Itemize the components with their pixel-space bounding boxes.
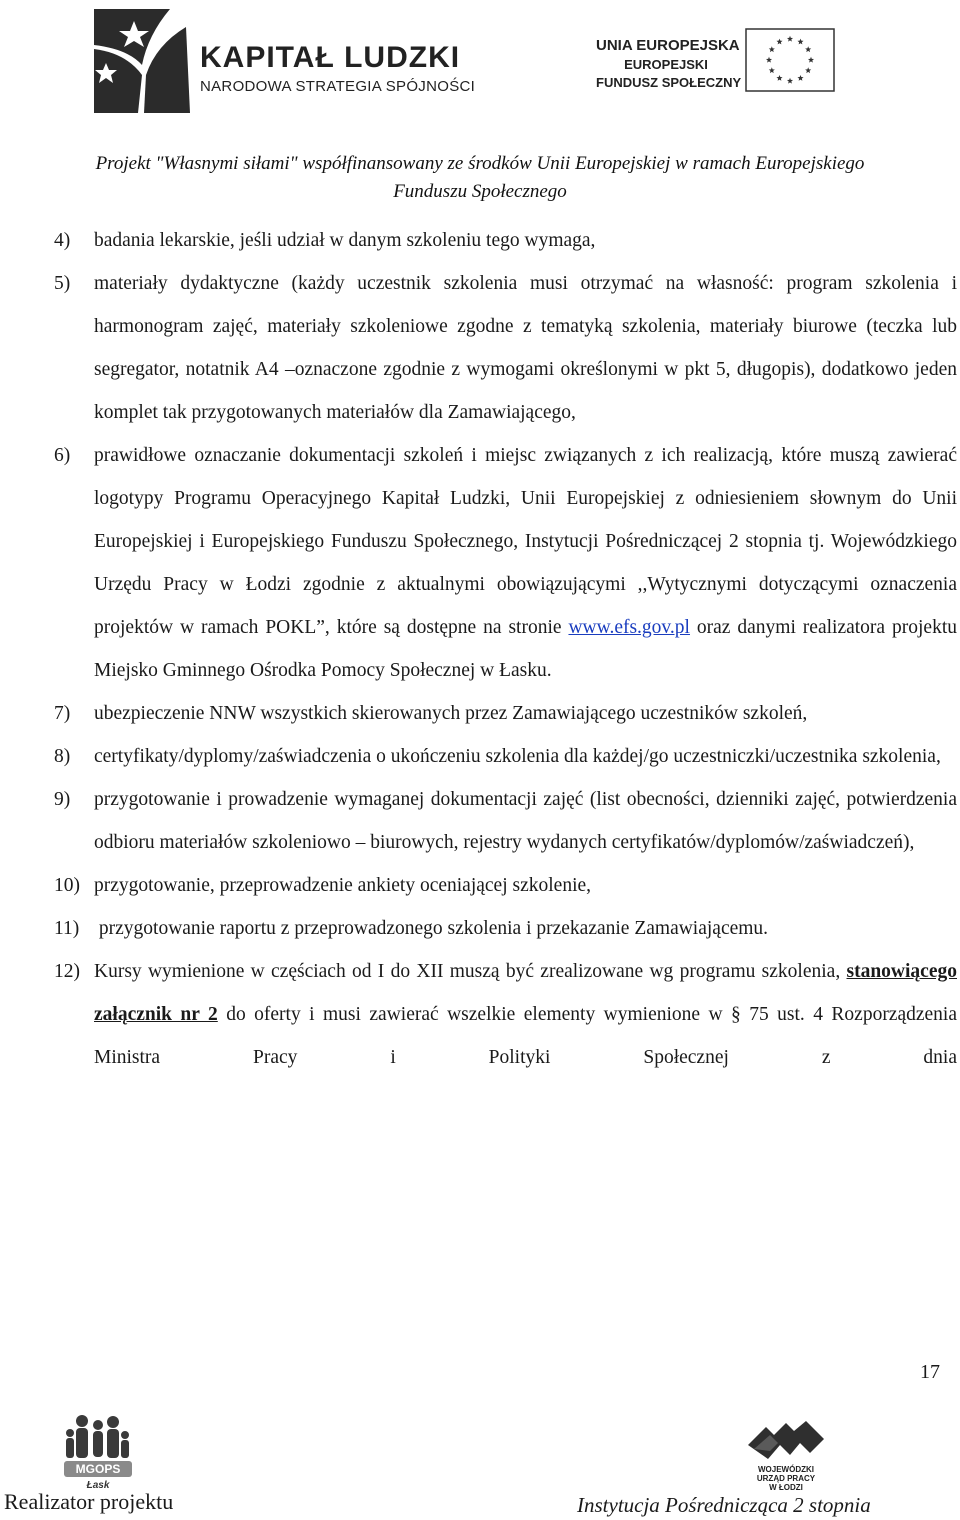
wup-line3: W ŁODZI bbox=[769, 1483, 803, 1492]
page-header bbox=[0, 0, 960, 210]
item-number: 4) bbox=[54, 230, 71, 251]
list-item bbox=[54, 262, 957, 434]
item-text-continued: do oferty i musi zawierać wszelkie elementy wymienione w § 75 ust. 4 Rozporządzenia Ministra Pracy i Polityki Społecznej z dnia bbox=[94, 1004, 958, 1068]
item-text: prawidłowe oznaczanie dokumentacji szkoleń i miejsc związanych z ich realizacją, które muszą zawierać logotypy Programu Operacyjnego Kapitał Ludzki, Unii Europejskiej z odniesieniem słownym do Unii Europejskiej i Europejskiego Funduszu Społecznego, Instytucji Pośredniczącej 2 stopnia tj. Wojewódzkiego Urzędu Pracy w Łodzi zgodnie z aktualnymi obowiązującymi ,,Wytycznymi dotyczącymi oznaczenia projektów w ramach POKL”, które są dostępne na stronie bbox=[94, 445, 957, 638]
item-text: badania lekarskie, jeśli udział w danym szkoleniu tego wymaga, bbox=[94, 230, 596, 251]
item-text: przygotowanie raportu z przeprowadzonego szkolenia i przekazanie Zamawiającemu. bbox=[94, 918, 769, 939]
ue-line3: FUNDUSZ SPOŁECZNY bbox=[596, 75, 742, 90]
list-item bbox=[54, 950, 957, 1079]
mgops-label: MGOPS bbox=[75, 1462, 121, 1476]
efs-website-link[interactable]: www.efs.gov.pl bbox=[568, 617, 690, 638]
item-text: Kursy wymienione w częściach od I do XII muszą być zrealizowane wg programu szkolenia, bbox=[94, 961, 847, 982]
mgops-city: Łask bbox=[86, 1480, 110, 1491]
item-number: 8) bbox=[54, 746, 71, 767]
eu-wordmark bbox=[596, 36, 742, 92]
kapital-ludzki-wordmark bbox=[200, 42, 475, 95]
item-number: 5) bbox=[54, 273, 71, 294]
attachment-reference: stanowiącego załącznik nr 2 bbox=[94, 961, 957, 1025]
list-item bbox=[54, 864, 957, 907]
project-line-2: Funduszu Społecznego bbox=[393, 181, 567, 202]
list-item bbox=[54, 735, 957, 778]
kl-title: KAPITAŁ LUDZKI bbox=[200, 41, 461, 74]
requirements-list bbox=[54, 219, 957, 1079]
page-number: 17 bbox=[920, 1361, 940, 1383]
item-text: certyfikaty/dyplomy/zaświadczenia o ukończeniu szkolenia dla każdej/go uczestniczki/uczestnika szkolenia, bbox=[94, 746, 941, 767]
item-number: 7) bbox=[54, 703, 71, 724]
list-item bbox=[54, 219, 957, 262]
item-text: przygotowanie i prowadzenie wymaganej dokumentacji zajęć (list obecności, dzienniki zajęć, potwierdzenia odbioru materiałów szkoleniowo – biurowych, rejestry wydanych certyfikatów/dyplomów/zaświadczeń), bbox=[94, 789, 957, 853]
list-item bbox=[54, 692, 957, 735]
project-statement bbox=[0, 150, 960, 206]
kapital-ludzki-logo-icon bbox=[86, 5, 196, 117]
item-number: 12) bbox=[54, 961, 80, 982]
item-number: 9) bbox=[54, 789, 71, 810]
footer-intermediary: Instytucja Pośrednicząca 2 stopnia bbox=[577, 1493, 871, 1517]
item-number: 6) bbox=[54, 445, 71, 466]
kl-subtitle: NARODOWA STRATEGIA SPÓJNOŚCI bbox=[200, 78, 476, 95]
wup-line2: URZĄD PRACY bbox=[756, 1474, 816, 1483]
wup-lodz-logo-icon bbox=[740, 1415, 832, 1493]
item-number: 11) bbox=[54, 918, 80, 939]
item-number: 10) bbox=[54, 875, 80, 896]
mgops-logo-icon bbox=[58, 1411, 138, 1491]
ue-line2: EUROPEJSKI bbox=[624, 57, 708, 72]
item-text: przygotowanie, przeprowadzenie ankiety oceniającej szkolenie, bbox=[94, 875, 592, 896]
ue-line1: UNIA EUROPEJSKA bbox=[596, 37, 740, 54]
list-item bbox=[54, 434, 957, 692]
item-text: ubezpieczenie NNW wszystkich skierowanych przez Zamawiającego uczestników szkoleń, bbox=[94, 703, 808, 724]
item-text-continued: oraz danymi realizatora projektu Miejsko Gminnego Ośrodka Pomocy Społecznej w Łasku. bbox=[94, 617, 957, 681]
wup-line1: WOJEWÓDZKI bbox=[758, 1465, 814, 1474]
item-text: materiały dydaktyczne (każdy uczestnik szkolenia musi otrzymać na własność: program szkolenia i harmonogram zajęć, materiały szkoleniowe zgodne z tematyką szkolenia, materiały biurowe (teczka lub segregator, notatnik A4 –oznaczone zgodnie z wymogami określonymi w pkt 5, długopis), dodatkowo jeden komplet tak przygotowanych materiałów dla Zamawiającego, bbox=[94, 273, 957, 423]
eu-flag-icon bbox=[745, 28, 835, 92]
footer-project-realizer: Realizator projektu bbox=[4, 1489, 174, 1514]
project-line-1: Projekt "Własnymi siłami" współfinansowany ze środków Unii Europejskiej w ramach Europejskiego bbox=[95, 153, 865, 174]
list-item bbox=[54, 907, 957, 950]
list-item bbox=[54, 778, 957, 864]
